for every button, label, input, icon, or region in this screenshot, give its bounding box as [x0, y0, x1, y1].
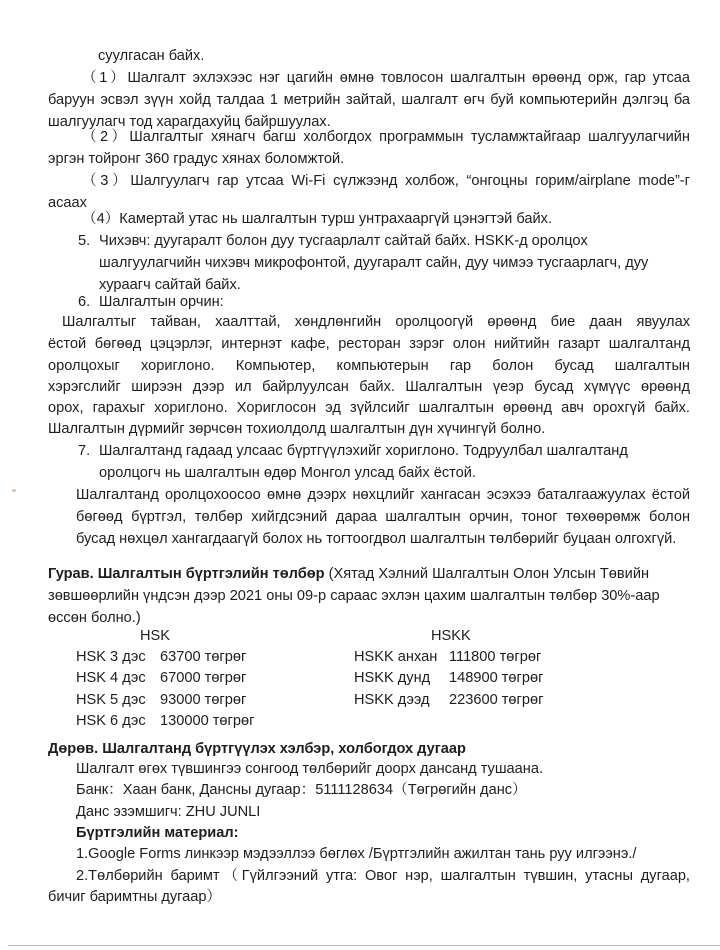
item-6-line-1: Шалгалтыг тайван, хаалттай, хөндлөнгийн оролцоогүй өрөөнд бие даан явуулах — [62, 314, 690, 330]
hskk-level: HSKK дээд — [354, 692, 430, 708]
refund-line-1: Шалгалтанд оролцохоосоо өмнө дээрх нөхцлийг хангасан эсэхээ баталгаажуулах ёстой — [76, 487, 690, 503]
item-5-number: 5. — [78, 233, 91, 249]
rule-1-line-2: баруун эсвэл зүүн хойд талдаа 1 метрийн зайтай, шалгалт өгч буй компьютерийн дэлгэц ба — [48, 92, 690, 108]
page-bottom-edge — [8, 945, 720, 946]
hskk-header: HSKK — [431, 628, 471, 644]
hskk-price: 111800 төгрөг — [449, 649, 542, 665]
hsk-level: HSK 5 дэс — [76, 692, 146, 708]
intro-tail: суулгасан байх. — [98, 48, 205, 64]
item-6-line-4: хэрэгслийг ширээн дээр ил байрлуулсан байх. Шалгалтын үеэр бусад хүмүүс өрөөнд — [48, 379, 690, 395]
item-6-title: Шалгалтын орчин: — [99, 294, 224, 310]
item-7-line-2: оролцогч нь шалгалтын өдөр Монгол улсад байх ёстой. — [99, 465, 476, 481]
section-3-note: (Хятад Хэлний Шалгалтын Олон Улсын Төвийн — [324, 566, 650, 582]
hsk-level: HSK 6 дэс — [76, 713, 146, 729]
rule-3-line-2: асаах — [48, 195, 87, 211]
item-7-number: 7. — [78, 443, 91, 459]
scan-speck — [12, 489, 16, 492]
account-holder: Данс эзэмшигч: ZHU JUNLI — [76, 804, 261, 820]
hsk-price: 93000 төгрөг — [160, 692, 247, 708]
bank-info: Банк：Хаан банк, Дансны дугаар：5111128634（Төгрөгийн данс） — [76, 782, 527, 798]
hsk-price: 67000 төгрөг — [160, 670, 247, 686]
refund-line-2: бөгөөд бүртгэл, төлбөр хийгдсэний дараа шалгалтын орчин, тоног төхөөрөмж болон — [76, 509, 690, 525]
hsk-level: HSK 3 дэс — [76, 649, 146, 665]
item-6-line-3: оролцохыг хориглоно. Компьютер, компьютерын гар болон бусад шалгалтын — [48, 358, 690, 374]
hskk-level: HSKK анхан — [354, 649, 438, 665]
hskk-level: HSKK дунд — [354, 670, 431, 686]
item-6-number: 6. — [78, 294, 91, 310]
section-3-heading-line-1 — [48, 563, 649, 585]
material-2-line-2: бичиг баримтны дугаар） — [48, 889, 222, 905]
hsk-price: 130000 төгрөг — [160, 713, 255, 729]
section-4-line-1: Шалгалт өгөх түвшингээ сонгоод төлбөрийг доорх дансанд тушаана. — [76, 761, 544, 777]
material-2-line-1: 2.Төлбөрийн баримт（Гүйлгээний утга: Овог нэр, шалгалтын түвшин, утасны дугаар, — [76, 868, 690, 884]
rule-3-line-1: （3）Шалгуулагч гар утсаа Wi-Fi сүлжээнд холбож, “онгоцны горим/airplane mode”-г — [82, 173, 690, 189]
rule-2-line-1: （2）Шалгалтыг хянагч багш холбогдох программын тусламжтайгаар шалгуулагчийн — [82, 129, 690, 145]
item-5-line-2: шалгуулагчийн чихэвч микрофонтой, дуугаралт сайн, дуу чимээ тусгаарлагч, дуу — [99, 255, 649, 271]
hsk-header: HSK — [140, 628, 171, 644]
item-6-line-2: ёстой бөгөөд цэцэрлэг, интернэт кафе, ресторан зэрэг олон нийтийн газарт шалгалтанд — [48, 336, 690, 352]
rule-2-line-2: эргэн тойронг 360 градус хянах боломжтой. — [48, 151, 345, 167]
item-6-line-5: орох, гарахыг хориглоно. Хориглосон эд зүйлсийг шалгалтын өрөөнд авч орохгүй байх. — [48, 400, 690, 416]
material-1: 1.Google Forms линкээр мэдээллээ бөглөх /Бүртгэлийн ажилтан тань руу илгээнэ./ — [76, 846, 637, 862]
section-4-title: Дөрөв. Шалгалтанд бүртгүүлэх хэлбэр, холбогдох дугаар — [48, 741, 466, 757]
section-3-title: Гурав. Шалгалтын бүртгэлийн төлбөр — [48, 566, 325, 582]
hsk-price: 63700 төгрөг — [160, 649, 247, 665]
item-5-line-1: Чихэвч: дуугаралт болон дуу тусгаарлалт сайтай байх. HSKK-д оролцох — [99, 233, 588, 249]
item-6-line-6: Шалгалтын дүрмийг зөрчсөн тохиолдолд шалгалтын дүн хүчингүй болно. — [48, 421, 546, 437]
hskk-price: 148900 төгрөг — [449, 670, 544, 686]
section-3-line-3: өссөн болно.) — [48, 610, 141, 626]
materials-title: Бүртгэлийн материал: — [76, 825, 239, 841]
hskk-price: 223600 төгрөг — [449, 692, 544, 708]
hsk-level: HSK 4 дэс — [76, 670, 146, 686]
rule-1-line-3: шалгуулагч тод харагдахуйц байршуулах. — [48, 114, 331, 130]
refund-line-3: бусад нөхцөл хангагдаагүй болох нь тогтоогдвол шалгалтын төлбөрийг буцаан олгохгүй. — [76, 531, 677, 547]
item-5-line-3: хураагч сайтай байх. — [99, 277, 241, 293]
section-3-line-2: зөвшөөрлийн үндсэн дээр 2021 оны 09-р сараас эхлэн цахим шалгалтын төлбөр 30%-аар — [48, 588, 660, 604]
rule-4-line-1: （4）Камертай утас нь шалгалтын турш унтрахааргүй цэнэгтэй байх. — [82, 211, 553, 227]
rule-1-line-1: （1）Шалгалт эхлэхээс нэг цагийн өмнө товлосон шалгалтын өрөөнд орж, гар утсаа — [82, 70, 690, 86]
item-7-line-1: Шалгалтанд гадаад улсаас бүртгүүлэхийг хориглоно. Тодруулбал шалгалтанд — [99, 443, 628, 459]
